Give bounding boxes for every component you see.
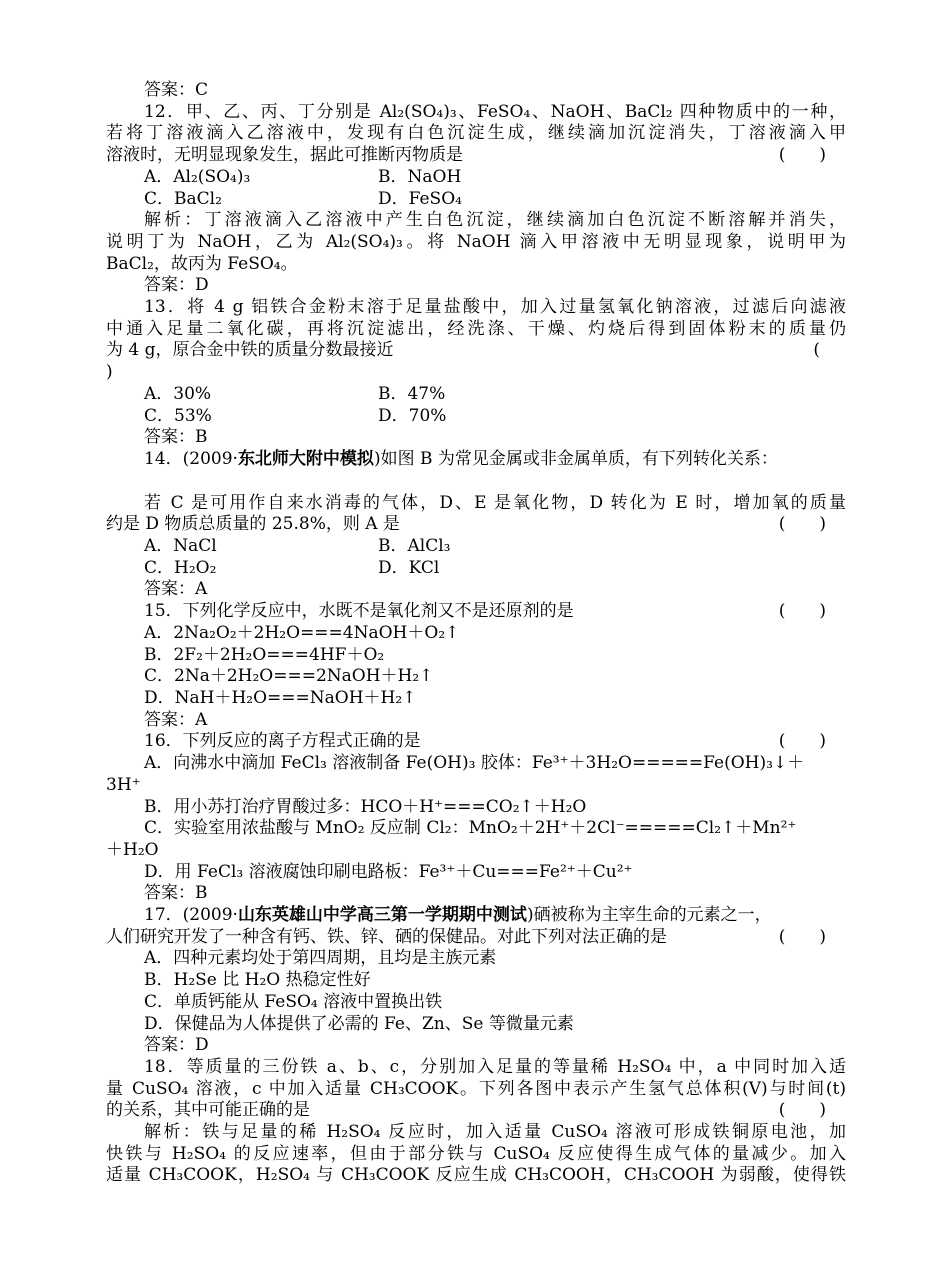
q13-options-row-2 [106,406,846,428]
answer-parentheses: ( ) [778,145,826,166]
option-c: C．53% [144,405,212,426]
q17-answer: 答案：D [144,1035,209,1056]
q18-analysis-line-2: 快铁与 H₂SO₄ 的反应速率，但由于部分铁与 CuSO₄ 反应使得生成气体的量减少。加入 [106,1143,846,1164]
q18-stem-line-2: 量 CuSO₄ 溶液，c 中加入适量 CH₃COOK。下列各图中表示产生氢气总体积(V)与时间(t) [106,1078,846,1099]
option-b: B．47% [378,383,446,404]
option-b: B．用小苏打治疗胃酸过多：HCO＋H⁺===CO₂↑＋H₂O [144,796,587,817]
option-b: B．NaOH [378,166,462,187]
option-d: D．用 FeCl₃ 溶液腐蚀印刷电路板：Fe³⁺＋Cu===Fe²⁺＋Cu²⁺ [144,861,633,882]
option-a: A．Al₂(SO₄)₃ [144,166,251,187]
option-c: C．单质钙能从 FeSO₄ 溶液中置换出铁 [144,991,443,1012]
option-d: D．70% [378,405,447,426]
q13-stem-line-2: 中通入足量二氧化碳，再将沉淀滤出，经洗涤、干燥、灼烧后得到固体粉末的质量仍 [106,318,846,339]
answer-parentheses: ( ) [778,1100,826,1121]
q14-options-row-2 [106,558,846,580]
q14-stem-line-3: 约是 D 物质总质量的 25.8%，则 A 是 ( ) [106,514,826,535]
q12-stem-line-1: 12．甲、乙、丙、丁分别是 Al₂(SO₄)₃、FeSO₄、NaOH、BaCl₂ 四种物质中的一种， [144,101,846,122]
answer-paren-open: ( [813,340,820,361]
option-a: A．30% [144,383,212,404]
option-a: A．2Na₂O₂＋2H₂O===4NaOH＋O₂↑ [144,622,460,643]
answer-parentheses: ( ) [778,731,826,752]
option-a-continued: 3H⁺ [106,774,141,795]
q18-analysis-line-3: 适量 CH₃COOK，H₂SO₄ 与 CH₃COOK 反应生成 CH₃COOH，CH₃COOH 为弱酸，使得铁 [106,1165,846,1186]
option-c: C．BaCl₂ [144,188,222,209]
option-b: B．2F₂＋2H₂O===4HF＋O₂ [144,644,385,665]
question-source: 山东英雄山中学高三第一学期期中测试 [237,905,527,926]
answer-paren-close: ) [106,362,113,383]
q13-options-row-1 [106,384,846,406]
option-c: C．H₂O₂ [144,557,217,578]
answer-parentheses: ( ) [778,926,826,947]
q16-stem: 16．下列反应的离子方程式正确的是 ( ) [144,731,826,752]
figure-placeholder [106,471,846,493]
q17-stem-line-1: 17．(2009·山东英雄山中学高三第一学期期中测试)硒被称为主宰生命的元素之一， [144,905,772,926]
option-b: B．AlCl₃ [378,536,451,557]
q18-analysis-line-1: 解析：铁与足量的稀 H₂SO₄ 反应时，加入适量 CuSO₄ 溶液可形成铁铜原电池，加 [144,1122,846,1143]
option-d: D．保健品为人体提供了必需的 Fe、Zn、Se 等微量元素 [144,1013,574,1034]
q16-answer: 答案：B [144,883,208,904]
q14-stem-line-1: 14．(2009·东北师大附中模拟)如图 B 为常见金属或非金属单质，有下列转化关系： [144,448,778,469]
option-c: C．实验室用浓盐酸与 MnO₂ 反应制 Cl₂：MnO₂＋2H⁺＋2Cl⁻=====Cl₂↑＋Mn²⁺ [144,818,797,839]
q13-answer: 答案：B [144,427,208,448]
q12-answer: 答案：D [144,275,209,296]
q11-answer: 答案：C [144,80,209,100]
option-d: D．KCl [378,557,440,578]
q12-options-row-2 [106,189,846,211]
option-a: A．NaCl [144,536,217,557]
q15-answer: 答案：A [144,709,208,730]
document-page [106,80,846,1187]
q12-stem-line-2: 若将丁溶液滴入乙溶液中，发现有白色沉淀生成，继续滴加沉淀消失，丁溶液滴入甲 [106,123,846,144]
option-c-continued: ＋H₂O [106,839,159,860]
option-a: A．向沸水中滴加 FeCl₃ 溶液制备 Fe(OH)₃ 胶体：Fe³⁺＋3H₂O=====Fe(OH)₃↓＋ [144,753,805,774]
q17-stem-line-2: 人们研究开发了一种含有钙、铁、锌、硒的保健品。对此下列对法正确的是 ( ) [106,926,826,947]
q14-options-row-1 [106,536,846,558]
q13-stem-line-1: 13．将 4 g 铝铁合金粉末溶于足量盐酸中，加入过量氢氧化钠溶液，过滤后向滤液 [144,297,846,318]
option-c: C．2Na＋2H₂O===2NaOH＋H₂↑ [144,666,434,687]
q14-stem-line-2: 若 C 是可用作自来水消毒的气体，D、E 是氧化物，D 转化为 E 时，增加氧的质量 [144,492,846,513]
question-source: 东北师大附中模拟 [237,448,374,469]
q14-answer: 答案：A [144,579,208,600]
answer-parentheses: ( ) [778,601,826,622]
q15-stem: 15．下列化学反应中，水既不是氧化剂又不是还原剂的是 ( ) [144,601,826,622]
q13-stem-line-3: 为 4 g，原合金中铁的质量分数最接近 ( [106,340,820,361]
q12-stem-line-3: 溶液时，无明显现象发生，据此可推断丙物质是 ( ) [106,145,826,166]
q12-analysis-line-2: 说明丁为 NaOH，乙为 Al₂(SO₄)₃。将 NaOH 滴入甲溶液中无明显现象，说明甲为 [106,231,846,252]
option-a: A．四种元素均处于第四周期，且均是主族元素 [144,948,497,969]
q18-stem-line-1: 18．等质量的三份铁 a、b、c，分别加入足量的等量稀 H₂SO₄ 中，a 中同时加入适 [144,1056,846,1077]
q12-options-row-1 [106,167,846,189]
q18-stem-line-3: 的关系，其中可能正确的是 ( ) [106,1100,826,1121]
option-d: D．NaH＋H₂O===NaOH＋H₂↑ [144,687,417,708]
option-b: B．H₂Se 比 H₂O 热稳定性好 [144,970,371,991]
q12-analysis-line-3: BaCl₂，故丙为 FeSO₄。 [106,253,298,274]
q12-analysis-line-1: 解析：丁溶液滴入乙溶液中产生白色沉淀，继续滴加白色沉淀不断溶解并消失， [144,210,846,231]
option-d: D．FeSO₄ [378,188,462,209]
answer-parentheses: ( ) [778,514,826,535]
